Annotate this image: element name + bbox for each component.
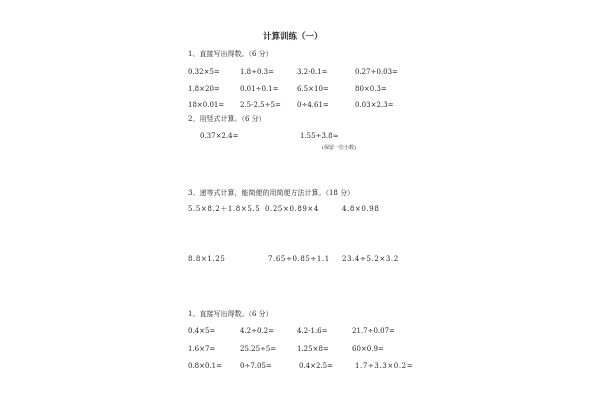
- calc-problem: 4.8×0.98: [342, 205, 380, 213]
- section2-heading: 2、用竖式计算。（6 分）: [188, 115, 266, 123]
- problem-item: 25.25÷5=: [240, 345, 277, 353]
- problem-item: 0.32×5=: [188, 68, 220, 76]
- problem-item: 6.5×10=: [297, 85, 329, 93]
- calc-problem: 5.5×8.2＋1.8×5.5: [188, 205, 261, 213]
- problem-item: 1.6×7=: [188, 345, 216, 353]
- problem-item: 1.25×8=: [297, 345, 329, 353]
- problem-item: 60×0.9=: [352, 345, 384, 353]
- section3-heading: 3、递等式计算，能简便的用简便方法计算。（18 分）: [188, 189, 355, 197]
- calc-problem: 0.25×0.89×4: [265, 205, 319, 213]
- problem-item: 4.2÷0.2=: [240, 327, 274, 335]
- rounding-note: (保留一位小数): [322, 145, 356, 151]
- problem-item: 3.2-0.1=: [297, 68, 328, 76]
- problem-item: 0.4×2.5=: [299, 362, 333, 370]
- problem-item: 1.8÷0.3=: [240, 68, 274, 76]
- section4-heading: 1、直接写出得数。（6 分）: [188, 310, 273, 318]
- problem-item: 1.7÷3.3×0.2=: [355, 362, 414, 370]
- problem-item: 0.4×5=: [188, 327, 216, 335]
- calc-problem: 23.4÷5.2×3.2: [342, 255, 399, 263]
- problem-item: 0.8×0.1=: [188, 362, 222, 370]
- problem-item: 4.2-1.6=: [297, 327, 328, 335]
- calc-problem: 8.8×1.25: [188, 255, 226, 263]
- problem-item: 2.5-2.5÷5=: [240, 101, 281, 109]
- problem-item: 18×0.01=: [188, 101, 225, 109]
- page-title: 计算训练（一）: [263, 32, 323, 42]
- problem-item: 0÷4.61=: [297, 101, 329, 109]
- problem-item: 0.27÷0.03=: [355, 68, 398, 76]
- problem-item: 80×0.3=: [355, 85, 387, 93]
- vertical-problem: 0.37×2.4=: [200, 132, 239, 140]
- section1-heading: 1、直接写出得数。（6 分）: [188, 50, 273, 58]
- problem-item: 1.8×20=: [188, 85, 220, 93]
- problem-item: 0.03×2.3=: [355, 101, 394, 109]
- problem-item: 0.01÷0.1=: [240, 85, 279, 93]
- vertical-problem: 1.55÷3.8≈: [300, 132, 339, 140]
- calc-problem: 7.65÷0.85÷1.1: [268, 255, 330, 263]
- problem-item: 21.7÷0.07=: [352, 327, 395, 335]
- problem-item: 0÷7.05=: [240, 362, 272, 370]
